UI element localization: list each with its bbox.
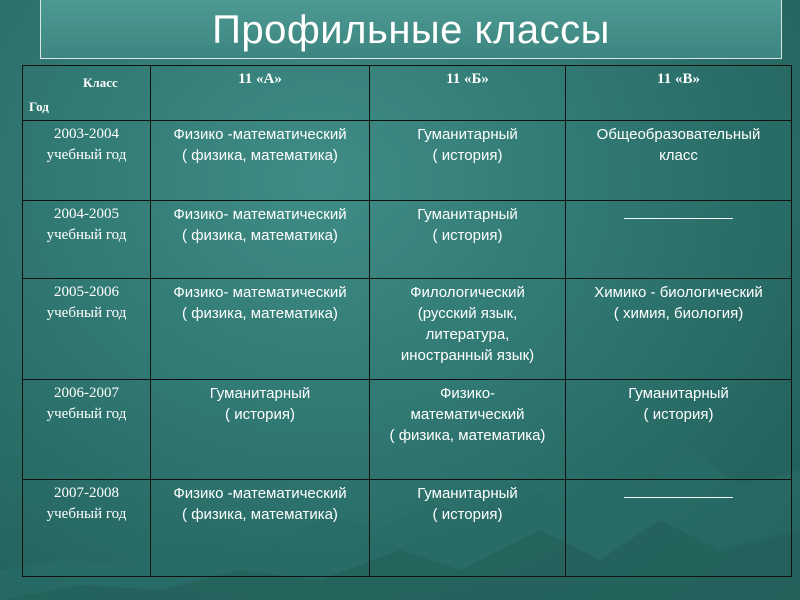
cell-11a: Физико- математический ( физика, математика) xyxy=(151,279,370,380)
column-header-11b: 11 «Б» xyxy=(370,66,566,121)
column-header-11v: 11 «В» xyxy=(566,66,792,121)
year-cell: 2007-2008 учебный год xyxy=(23,480,151,577)
table-row xyxy=(23,380,792,480)
cell-11a: Физико -математический ( физика, математика) xyxy=(151,121,370,201)
year-cell: 2006-2007 учебный год xyxy=(23,380,151,480)
cell-11a: Гуманитарный ( история) xyxy=(151,380,370,480)
table-row xyxy=(23,121,792,201)
cell-11a: Физико -математический ( физика, математика) xyxy=(151,480,370,577)
table-row xyxy=(23,279,792,380)
cell-11b: Гуманитарный ( история) xyxy=(370,480,566,577)
title-box xyxy=(40,0,782,59)
table-row xyxy=(23,480,792,577)
corner-year-label: Год xyxy=(29,99,49,114)
year-cell: 2003-2004 учебный год xyxy=(23,121,151,201)
cell-11v: _____________ xyxy=(566,480,792,577)
cell-11b: Гуманитарный ( история) xyxy=(370,201,566,279)
cell-11b: Гуманитарный ( история) xyxy=(370,121,566,201)
cell-11b: Филологический (русский язык, литература, иностранный язык) xyxy=(370,279,566,380)
cell-11v: Гуманитарный ( история) xyxy=(566,380,792,480)
year-cell: 2005-2006 учебный год xyxy=(23,279,151,380)
table-row xyxy=(23,201,792,279)
cell-11b: Физико- математический ( физика, математика) xyxy=(370,380,566,480)
year-cell: 2004-2005 учебный год xyxy=(23,201,151,279)
table-header-row xyxy=(23,66,792,121)
cell-11v: _____________ xyxy=(566,201,792,279)
cell-11a: Физико- математический ( физика, математика) xyxy=(151,201,370,279)
page-title: Профильные классы xyxy=(212,8,610,52)
column-header-11a: 11 «А» xyxy=(151,66,370,121)
corner-cell xyxy=(23,66,151,121)
corner-class-label: Класс xyxy=(83,75,118,90)
cell-11v: Химико - биологический ( химия, биология) xyxy=(566,279,792,380)
cell-11v: Общеобразовательный класс xyxy=(566,121,792,201)
profile-classes-table xyxy=(22,65,792,577)
